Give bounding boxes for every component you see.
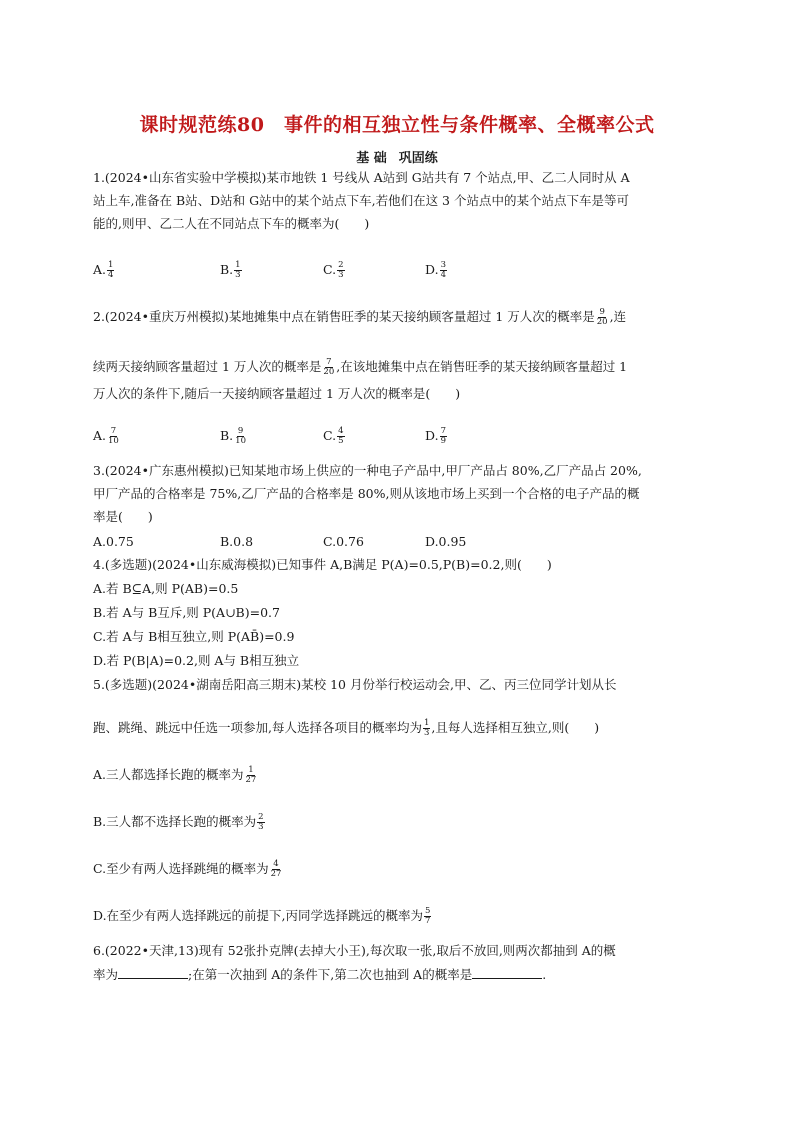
q4-option-d[interactable]: D.若 P(B|A)=0.2,则 A与 B相互独立 <box>93 653 300 668</box>
q3-option-b[interactable]: B.0.8 <box>220 534 254 549</box>
q3-option-d[interactable]: D.0.95 <box>425 534 467 549</box>
q5-line-2: 跑、跳绳、跳远中任选一项参加,每人选择各项目的概率均为 $\frac{1}{3}$ ,且每人选择相互独立,则( ) <box>93 718 600 738</box>
q5-option-b[interactable]: B.三人都不选择长跑的概率为 $\frac{2}{3}$ <box>93 812 264 832</box>
q3-option-c[interactable]: C.0.76 <box>323 534 364 549</box>
q5-line-1: 5.(多选题)(2024•湖南岳阳高三期末)某校 10 月份举行校运动会,甲、乙、丙三位同学计划从长 <box>93 677 617 692</box>
section-left: 基 础 <box>356 151 387 166</box>
q1-option-c[interactable]: C. $\frac{2}{3}$ <box>323 260 344 280</box>
q2-line-1: 2.(2024•重庆万州模拟)某地摊集中点在销售旺季的某天接纳顾客量超过 1 万人次的概率是 $\frac{9}{20}$ ,连 <box>93 307 627 327</box>
q1-line-2: 站上车,准备在 B站、D站和 G站中的某个站点下车,若他们在这 3 个站点中的某个站点下车是等可 <box>93 193 629 208</box>
q2-option-b[interactable]: B. $\frac{9}{10}$ <box>220 426 246 446</box>
q4-option-b[interactable]: B.若 A与 B互斥,则 P(A∪B)=0.7 <box>93 605 280 620</box>
q1-line-3: 能的,则甲、乙二人在不同站点下车的概率为( ) <box>93 216 370 231</box>
q1-option-d[interactable]: D. $\frac{3}{4}$ <box>425 260 446 280</box>
q6-line-1: 6.(2022•天津,13)现有 52张扑克牌(去掉大小王),每次取一张,取后不放回,则两次都抽到 A的概 <box>93 943 616 958</box>
q2-option-c[interactable]: C. $\frac{4}{5}$ <box>323 426 344 446</box>
q6-answer-blank-1[interactable] <box>118 965 188 979</box>
q2-line-3: 万人次的条件下,随后一天接纳顾客量超过 1 万人次的概率是( ) <box>93 386 461 401</box>
q3-line-3: 率是( ) <box>93 509 153 524</box>
section-right: 巩固练 <box>398 151 438 166</box>
q2-option-a[interactable]: A. $\frac{7}{10}$ <box>93 426 119 446</box>
page-title: 课时规范练80 事件的相互独立性与条件概率、全概率公式 <box>139 114 655 136</box>
q4-line-1: 4.(多选题)(2024•山东威海模拟)已知事件 A,B满足 P(A)=0.5,P(B)=0.2,则( ) <box>93 557 552 572</box>
q6-line-2: 率为 ;在第一次抽到 A的条件下,第二次也抽到 A的概率是 . <box>93 967 547 982</box>
q4-option-c[interactable]: C.若 A与 B相互独立,则 P(AB̄)=0.9 <box>93 629 295 644</box>
q2-option-d[interactable]: D. $\frac{7}{9}$ <box>425 426 446 446</box>
q1-option-a[interactable]: A. $\frac{1}{4}$ <box>93 260 114 280</box>
q3-line-1: 3.(2024•广东惠州模拟)已知某地市场上供应的一种电子产品中,甲厂产品占 80%,乙厂产品占 20%, <box>93 463 642 478</box>
section-heading <box>0 147 794 166</box>
q3-line-2: 甲厂产品的合格率是 75%,乙厂产品的合格率是 80%,则从该地市场上买到一个合格的电子产品的概 <box>93 486 640 501</box>
q3-option-a[interactable]: A.0.75 <box>93 534 134 549</box>
q5-option-c[interactable]: C.至少有两人选择跳绳的概率为 $\frac{4}{27}$ <box>93 859 282 879</box>
q5-option-a[interactable]: A.三人都选择长跑的概率为 $\frac{1}{27}$ <box>93 765 257 785</box>
q4-option-a[interactable]: A.若 B⊆A,则 P(AB)=0.5 <box>93 581 239 596</box>
q2-line-2: 续两天接纳顾客量超过 1 万人次的概率是 $\frac{7}{20}$ ,在该地摊集中点在销售旺季的某天接纳顾客量超过 1 <box>93 357 628 377</box>
q6-answer-blank-2[interactable] <box>472 965 542 979</box>
q5-option-d[interactable]: D.在至少有两人选择跳远的前提下,丙同学选择跳远的概率为 $\frac{5}{7}$ <box>93 906 431 926</box>
q1-option-b[interactable]: B. $\frac{1}{3}$ <box>220 260 241 280</box>
q1-line-1: 1.(2024•山东省实验中学模拟)某市地铁 1 号线从 A站到 G站共有 7 个站点,甲、乙二人同时从 A <box>93 170 630 185</box>
